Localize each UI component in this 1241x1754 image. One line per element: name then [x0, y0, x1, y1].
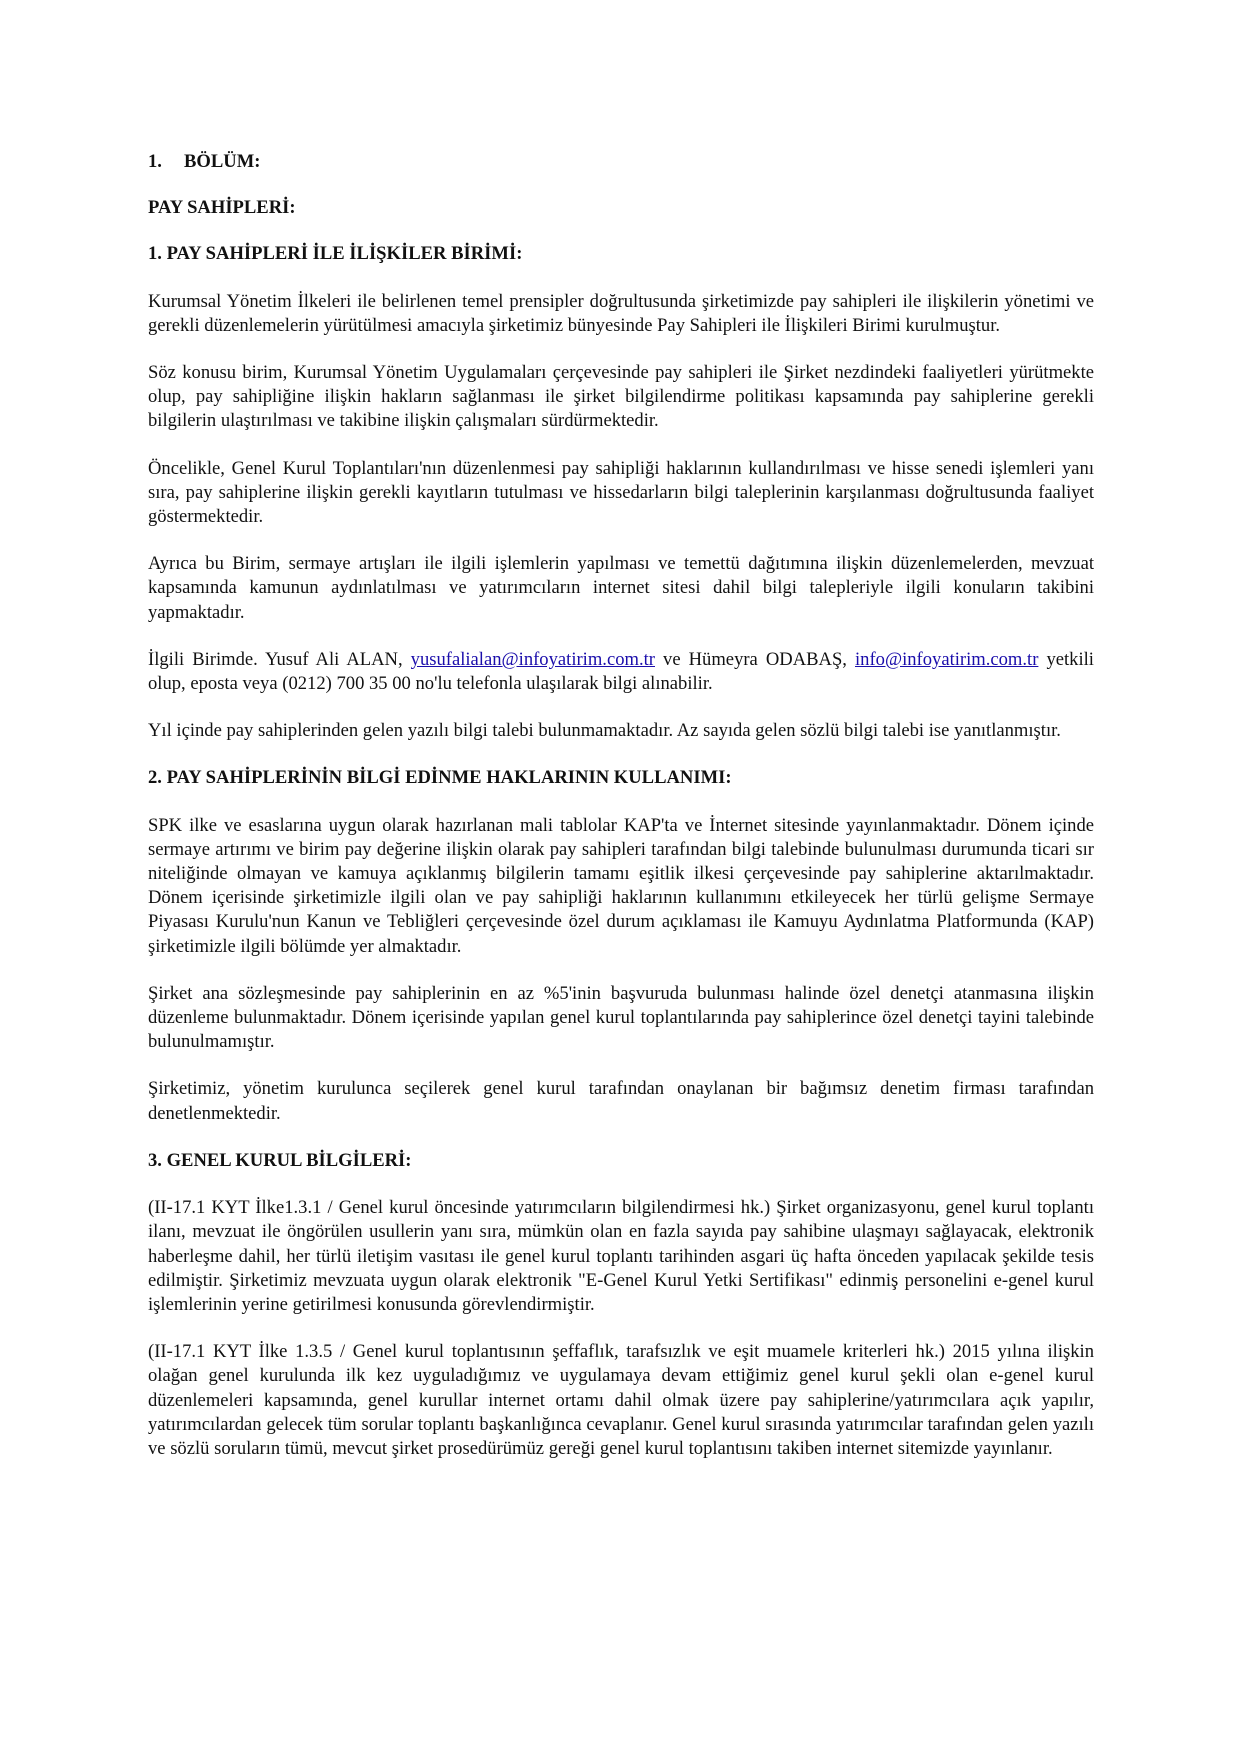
section-1-paragraph-2: Söz konusu birim, Kurumsal Yönetim Uygulamaları çerçevesinde pay sahipleri ile Şirket nezdindeki faaliyetleri yürütmekte olup, pay sahipliğine ilişkin hakların sağlanması ile şirket bilgilendirme politikası kapsamında pay sahiplerine gerekli bilgilerin ulaştırılması ve takibine ilişkin çalışmaları sürdürmektedir. [148, 362, 1094, 432]
section-2-paragraph-2: Şirket ana sözleşmesinde pay sahiplerinin en az %5'inin başvuruda bulunması halinde özel denetçi atanmasına ilişkin düzenleme bulunmaktadır. Dönem içerisinde yapılan genel kurul toplantılarında pay sahiplerince özel denetçi tayini talebinde bulunulmamıştır. [148, 982, 1094, 1053]
section-2-paragraph-3: Şirketimiz, yönetim kurulunca seçilerek genel kurul tarafından onaylanan bir bağımsız denetim firması tarafından denetlenmektedir. [148, 1078, 1094, 1124]
contact-middle: ve Hümeyra ODABAŞ, [663, 648, 847, 670]
contact-outro: yetkili olup, eposta veya (0212) 700 35 00 no'lu telefonla ulaşılarak bilgi alınabilir. [148, 648, 1094, 695]
section-1-paragraph-4: Ayrıca bu Birim, sermaye artışları ile ilgili işlemlerin yapılması ve temettü dağıtımına ilişkin düzenlemelerden, mevzuat kapsamında kamunun aydınlatılması ve yatırımcıların internet sitesi dahil bilgi talepleriyle ilgili konuların takibini yapmaktadır. [148, 553, 1094, 623]
section-1-paragraph-1: Kurumsal Yönetim İlkeleri ile belirlenen temel prensipler doğrultusunda şirketimizde pay sahipleri ile ilişkilerin yönetimi ve gerekli düzenlemelerin yürütülmesi amacıyla şirketimiz bünyesinde Pay Sahipleri ile İlişkileri Birimi kurulmuştur. [148, 290, 1094, 336]
chapter-heading [148, 150, 1094, 174]
contact-paragraph [148, 648, 1094, 696]
contact-intro: İlgili Birimde. Yusuf Ali ALAN, [148, 648, 403, 670]
part-title: PAY SAHİPLERİ: [148, 197, 296, 219]
section-1-paragraph-6: Yıl içinde pay sahiplerinden gelen yazılı bilgi talebi bulunmamaktadır. Az sayıda gelen sözlü bilgi talebi ise yanıtlanmıştır. [148, 720, 1061, 742]
section-3-paragraph-2: (II-17.1 KYT İlke 1.3.5 / Genel kurul toplantısının şeffaflık, tarafsızlık ve eşit muamele kriterleri hk.) 2015 yılına ilişkin olağan genel kurulunda ilk kez uyguladığımız ve uygulamaya devam ettiğimiz genel kurul şekli olan e-genel kurul düzenlemeleri kapsamında, genel kurullar internet ortamı dahil olmak üzere pay sahiplerine/yatırımcılara açık yapılır, yatırımcılardan gelecek tüm sorular toplantı başkanlığınca cevaplanır. Genel kurul sırasında yatırımcılar tarafından gelen yazılı ve sözlü soruların tümü, mevcut şirket prosedürümüz gereği genel kurul toplantısını takiben internet sitemizde yayınlanır. [148, 1341, 1094, 1459]
email-link-yusuf[interactable]: yusufalialan@infoyatirim.com.tr [410, 648, 655, 670]
section-1-title: 1. PAY SAHİPLERİ İLE İLİŞKİLER BİRİMİ: [148, 243, 523, 265]
section-1-paragraph-3: Öncelikle, Genel Kurul Toplantıları'nın düzenlenmesi pay sahipliği haklarının kullandırılması ve hisse senedi işlemleri yanı sıra, pay sahiplerine ilişkin gerekli kayıtların tutulması ve hissedarların bilgi taleplerinin karşılanması doğrultusunda faaliyet göstermektedir. [148, 457, 1094, 528]
section-3-paragraph-1: (II-17.1 KYT İlke1.3.1 / Genel kurul öncesinde yatırımcıların bilgilendirmesi hk.) Şirket organizasyonu, genel kurul toplantı ilanı, mevzuat ile öngörülen usullerin yanı sıra, mümkün olan en fazla sayıda pay sahibine ulaşmayı sağlayacak, elektronik haberleşme dahil, her türlü iletişim vasıtası ile genel kurul toplantı tarihinden asgari üç hafta önceden yapılacak şekilde tesis edilmiştir. Şirketimiz mevzuata uygun olarak elektronik "E-Genel Kurul Yetki Sertifikası" edinmiş personelini e-genel kurul işlemlerinin yerine getirilmesi konusunda görevlendirmiştir. [148, 1197, 1094, 1315]
section-2-title: 2. PAY SAHİPLERİNİN BİLGİ EDİNME HAKLARININ KULLANIMI: [148, 767, 732, 789]
email-link-info[interactable]: info@infoyatirim.com.tr [855, 648, 1039, 670]
section-3-title: 3. GENEL KURUL BİLGİLERİ: [148, 1149, 412, 1171]
document-page [148, 150, 1094, 1461]
section-2-paragraph-1: SPK ilke ve esaslarına uygun olarak hazırlanan mali tablolar KAP'ta ve İnternet sitesinde yayınlanmaktadır. Dönem içinde sermaye artırımı ve birim pay değerine ilişkin olarak pay sahipleri tarafından bilgi talebinde bulunulması durumunda ticari sır niteliğinde olmayan ve kamuya açıklanmış bilgilerin tamamı eşitlik ilkesi çerçevesinde pay sahiplerine aktarılmaktadır. Dönem içerisinde şirketimizle ilgili olan ve pay sahipliği haklarının kullanımını etkileyecek her türlü gelişme Sermaye Piyasası Kurulu'nun Kanun ve Tebliğleri çerçevesinde özel durum açıklaması ile Kamuyu Aydınlatma Platformunda (KAP) şirketimizle ilgili bölümde yer almaktadır. [148, 814, 1094, 957]
chapter-number: 1. [148, 151, 162, 172]
chapter-title: BÖLÜM: [184, 151, 261, 172]
